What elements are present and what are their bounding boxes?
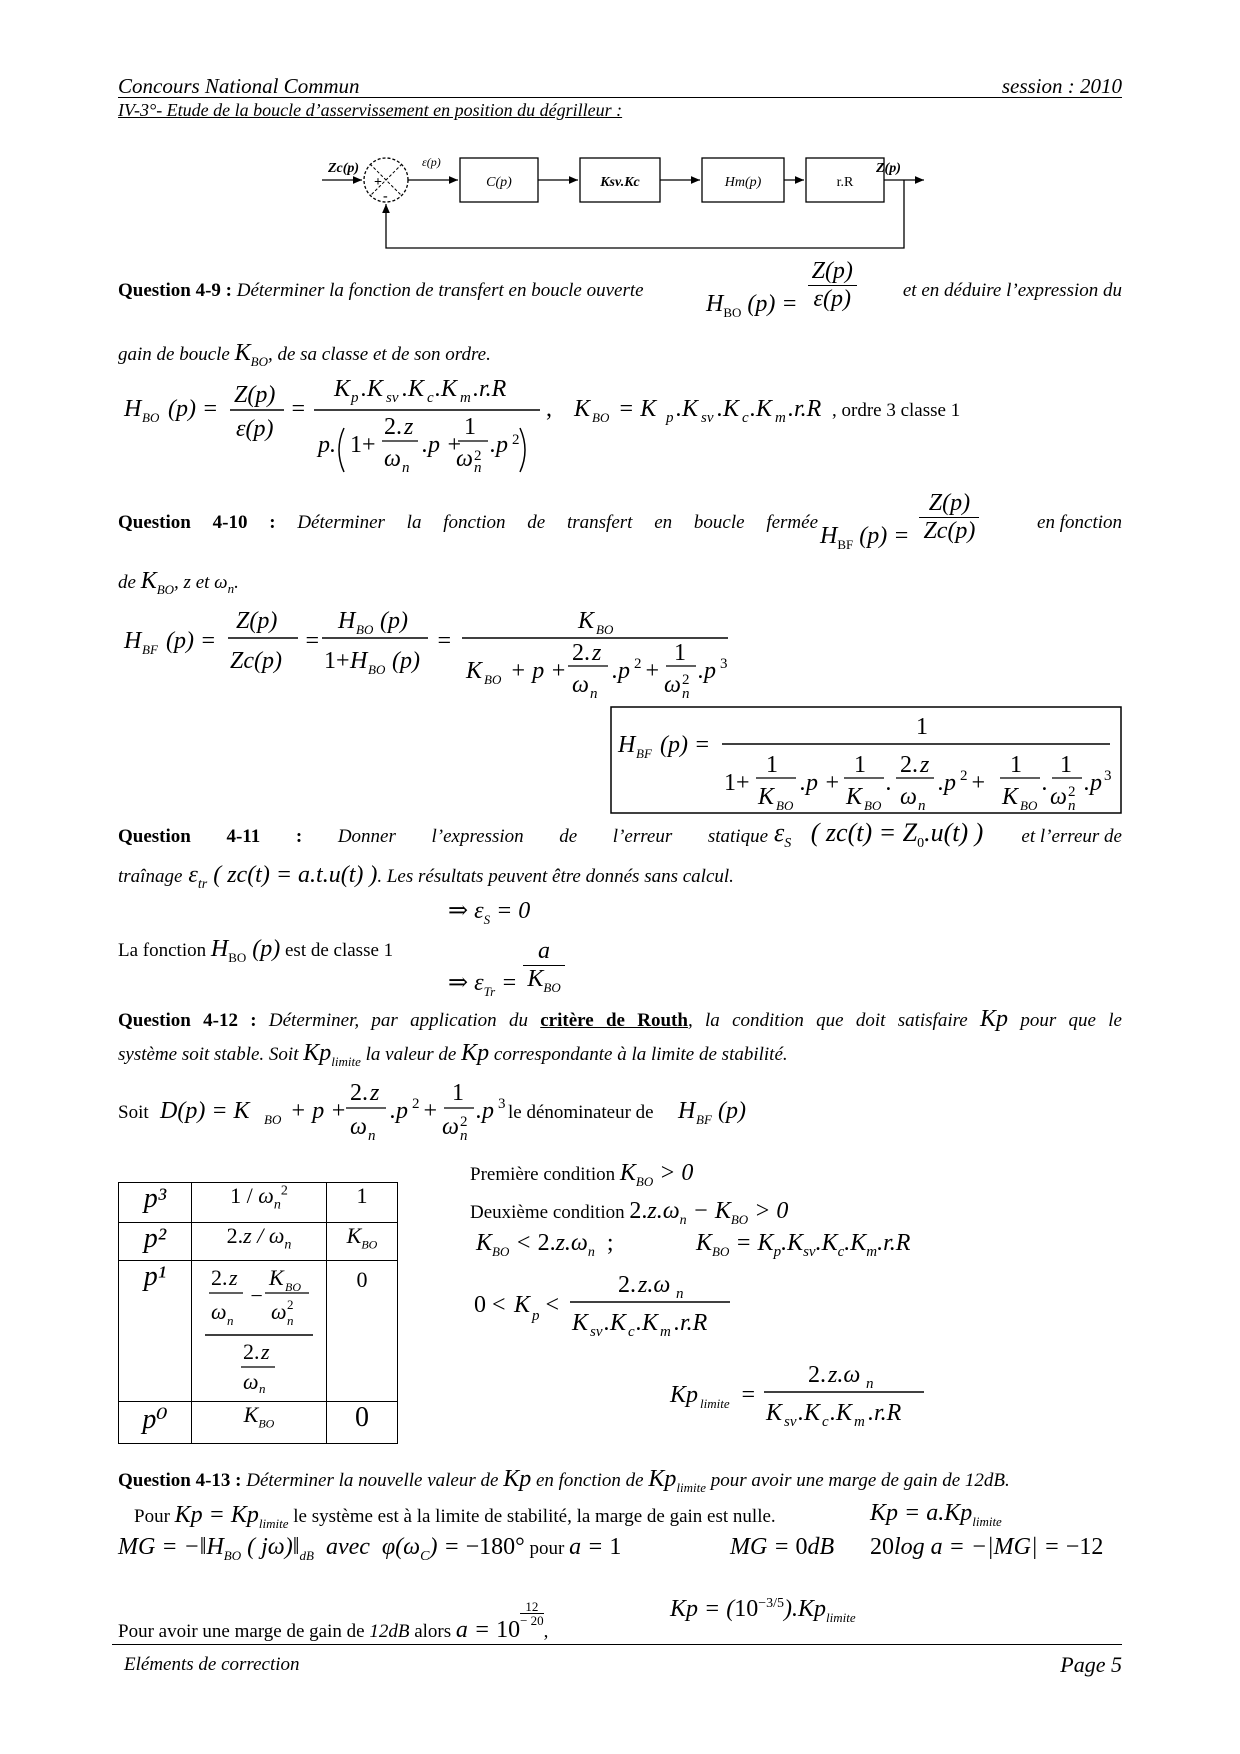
svg-text:.K: .K	[676, 396, 699, 422]
svg-text:BO: BO	[264, 1112, 282, 1127]
summing-junction	[364, 158, 408, 204]
q13-gain-margin-def: MG = $-‖H_{BO}$ ( $j\omega)‖_{dB}$ avec $\varphi(\omega_C) = -180^\circ$ pour a = 1	[118, 1534, 622, 1564]
svg-text:H: H	[124, 628, 142, 654]
svg-text:H: H	[338, 608, 356, 634]
routh-table	[118, 1182, 398, 1444]
svg-text:c: c	[742, 410, 749, 426]
svg-text:m: m	[775, 410, 786, 426]
q10-line1: Question 4-10 : Déterminer la fonction de transfert en boucle fermée	[118, 512, 819, 533]
svg-text:ω: ω	[243, 1369, 259, 1394]
svg-text:(p) =: (p) =	[166, 628, 217, 654]
svg-text:n: n	[287, 1313, 294, 1328]
svg-text:K: K	[269, 1265, 284, 1290]
q11-answer-intro: La fonction $H_{BO}$ (p) est de classe 1	[118, 936, 394, 965]
svg-text:+: +	[422, 1098, 439, 1124]
svg-text:.K: .K	[402, 376, 425, 402]
svg-text:H: H	[124, 396, 142, 422]
footer-label: Eléments de correction	[124, 1654, 300, 1675]
svg-text:1: 1	[464, 414, 476, 440]
svg-text:.p: .p	[476, 1098, 494, 1124]
svg-text:sv: sv	[784, 1414, 797, 1430]
svg-text:2: 2	[634, 656, 642, 672]
q9-line1-end: et en déduire l’expression du	[902, 280, 1122, 301]
svg-text:C(p): C(p)	[486, 175, 512, 190]
routh-row: p¹ 2. z ω n − K BO ω n 2 2. z ω n 0	[119, 1261, 398, 1402]
svg-text:1: 1	[674, 640, 686, 666]
svg-text:1: 1	[916, 714, 928, 740]
svg-text:c: c	[822, 1414, 829, 1430]
svg-text:+ p +: + p +	[290, 1098, 347, 1124]
svg-text:2: 2	[960, 768, 968, 784]
q13-log-relation: 20log a = −|MG| = −12	[870, 1534, 1104, 1560]
svg-text:+: +	[970, 770, 987, 796]
svg-text:2.: 2.	[350, 1080, 368, 1106]
svg-text:.p: .p	[390, 1098, 408, 1124]
q12-condition-1: Première condition $K_{BO} > 0$	[470, 1160, 694, 1189]
svg-text:n: n	[682, 686, 690, 702]
q11-line1: Question 4-11 : Donner l’expression de l’erreur statique	[118, 826, 769, 847]
svg-text:K: K	[846, 784, 863, 810]
svg-text:, ordre 3 classe 1: , ordre 3 classe 1	[832, 400, 961, 421]
svg-text:+: +	[374, 175, 382, 190]
svg-text:BO: BO	[596, 622, 614, 637]
q12-kbo-expression: $K_{BO} = K_p.K_{sv}.K_c.K_m.r.R$	[696, 1230, 911, 1260]
section-title: IV-3°- Etude de la boucle d’asservissement en position du dégrilleur :	[118, 100, 623, 120]
svg-text:ω: ω	[1050, 784, 1067, 810]
svg-text:n: n	[918, 798, 926, 814]
svg-text:BO: BO	[484, 672, 502, 687]
svg-text:(p): (p)	[392, 648, 420, 674]
svg-text:2: 2	[474, 448, 482, 464]
svg-text:=: =	[740, 1382, 757, 1408]
svg-text:2: 2	[460, 1114, 468, 1130]
svg-text:.p: .p	[698, 658, 716, 684]
svg-text:3: 3	[720, 656, 728, 672]
routh-row: p³ $1 / \omega_n^2$ 1	[119, 1183, 398, 1223]
svg-text:-: -	[383, 189, 388, 204]
svg-text:BO: BO	[1020, 798, 1038, 813]
svg-text:K: K	[1002, 784, 1019, 810]
svg-text:.K: .K	[717, 396, 740, 422]
svg-text:2: 2	[682, 672, 690, 688]
svg-text:1+: 1+	[350, 432, 376, 458]
svg-text:sv: sv	[590, 1324, 603, 1340]
svg-text:(p) =: (p) =	[168, 396, 219, 422]
svg-text:p.: p.	[318, 432, 336, 458]
svg-text:.K: .K	[798, 1400, 821, 1426]
svg-text:H: H	[678, 1098, 696, 1124]
svg-text:2.: 2.	[384, 414, 402, 440]
svg-text:n: n	[460, 1128, 468, 1144]
svg-text:=: =	[436, 628, 453, 654]
svg-text:z: z	[229, 1265, 238, 1290]
svg-text:K: K	[334, 376, 351, 402]
svg-text:BO: BO	[864, 798, 882, 813]
q12-kbo-inequality: $K_{BO} < 2.z.\omega_n$ ;	[476, 1230, 614, 1260]
q10-line2: de $K_{BO}$, z et $\omega_n$.	[118, 568, 239, 597]
svg-text:−: −	[249, 1283, 264, 1308]
q10-answer	[118, 598, 758, 706]
svg-text:ω: ω	[211, 1299, 227, 1324]
svg-text:.p: .p	[612, 658, 630, 684]
svg-text:ω: ω	[456, 446, 473, 472]
svg-text:3: 3	[498, 1096, 506, 1112]
svg-text:p: p	[532, 1308, 540, 1324]
svg-text:.p: .p	[490, 432, 508, 458]
diagram-error-label: ε(p)	[422, 155, 441, 169]
svg-text:.: .	[886, 770, 892, 796]
svg-text:Hm(p): Hm(p)	[724, 175, 762, 190]
svg-text:+ p +: + p +	[510, 658, 567, 684]
svg-text:ω: ω	[271, 1299, 287, 1324]
svg-text:K: K	[514, 1292, 531, 1318]
footer-page-number: Page 5	[1060, 1652, 1122, 1677]
svg-text:m: m	[854, 1414, 865, 1430]
q11-tracking-result: ⇒ $\varepsilon_{Tr}$ = a $K_{BO}$	[448, 938, 565, 996]
svg-text:c: c	[427, 390, 434, 406]
svg-text:BO: BO	[592, 410, 610, 425]
svg-text:BF: BF	[142, 642, 158, 657]
svg-text:BO: BO	[142, 410, 160, 425]
svg-text:.K: .K	[361, 376, 384, 402]
svg-text:2.: 2.	[618, 1272, 636, 1298]
svg-text:2: 2	[287, 1297, 294, 1312]
svg-text:1+: 1+	[724, 770, 750, 796]
q13-mg-zero: MG = 0dB	[730, 1534, 835, 1560]
svg-text:.r.R: .r.R	[473, 376, 507, 402]
q13-line2: Pour $Kp = Kp_{limite}$ le système est à la limite de stabilité, la marge de gain est nulle.	[134, 1502, 776, 1531]
diagram-output-label: Z(p)	[876, 161, 901, 176]
header-session: session : 2010	[1001, 74, 1122, 98]
q12-kp-limit	[668, 1360, 988, 1440]
svg-text:1: 1	[1010, 752, 1022, 778]
svg-text:n: n	[590, 686, 598, 702]
svg-text:.K: .K	[750, 396, 773, 422]
svg-text:1: 1	[1060, 752, 1072, 778]
svg-text:z: z	[920, 752, 930, 778]
svg-text:BF: BF	[636, 746, 652, 761]
svg-text:=: =	[304, 628, 321, 654]
q11-line2: traînage $\varepsilon_{tr}$ ( zc(t) = a.t.u(t) ). Les résultats peuvent être donnés sans calcul.	[118, 862, 734, 892]
svg-text:n: n	[402, 460, 410, 476]
header-title: Concours National Commun	[118, 74, 360, 98]
svg-text:sv: sv	[386, 390, 399, 406]
svg-text:BO: BO	[356, 622, 374, 637]
svg-text:.K: .K	[604, 1310, 627, 1336]
svg-text:1: 1	[452, 1080, 464, 1106]
svg-text:.r.R: .r.R	[868, 1400, 902, 1426]
svg-text:z: z	[592, 640, 602, 666]
q12-line1: Question 4-12 : Déterminer, par application du critère de Routh, la condition que doit satisfaire Kp pour que le	[118, 1006, 1122, 1032]
svg-text:0 <: 0 <	[474, 1292, 506, 1318]
svg-text:z.ω: z.ω	[638, 1272, 671, 1298]
svg-text:.r.R: .r.R	[674, 1310, 708, 1336]
svg-text:Zc(p): Zc(p)	[230, 648, 282, 674]
header-rule	[118, 97, 1122, 98]
svg-text:n: n	[474, 460, 482, 476]
svg-text:2: 2	[412, 1096, 420, 1112]
svg-text:BF: BF	[696, 1112, 712, 1127]
svg-text:K: K	[758, 784, 775, 810]
svg-text:c: c	[628, 1324, 635, 1340]
svg-text:p: p	[351, 390, 359, 406]
svg-text:Z(p): Z(p)	[236, 608, 278, 634]
svg-text:2.: 2.	[572, 640, 590, 666]
q10-hbf-def: $H_{BF}$ (p) = $\frac{Z(p)}{Zc(p)}$	[820, 490, 979, 545]
q9-line1: Question 4-9 : Déterminer la fonction de transfert en boucle ouverte	[118, 280, 644, 301]
svg-text:<: <	[544, 1292, 561, 1318]
svg-text:r.R: r.R	[836, 175, 854, 190]
q13-kp-final: $Kp = (10^{-3/5}).Kp_{limite}$	[670, 1596, 856, 1625]
svg-text:ω: ω	[442, 1114, 459, 1140]
svg-text:,: ,	[546, 396, 552, 422]
svg-text:Kp: Kp	[670, 1382, 699, 1408]
svg-text:.r.R: .r.R	[788, 396, 822, 422]
svg-text:K: K	[578, 608, 595, 634]
svg-text:n: n	[866, 1376, 874, 1392]
svg-text:.: .	[1042, 770, 1048, 796]
q11-static-result: ⇒ $\varepsilon_S = 0$	[448, 898, 531, 927]
svg-text:ε(p): ε(p)	[236, 416, 274, 442]
q11-static-formula: $\varepsilon_S$ ( $zc(t) = Z_0.u(t)$ )	[774, 818, 984, 852]
svg-text:1: 1	[766, 752, 778, 778]
svg-text:z: z	[261, 1339, 270, 1364]
svg-text:K: K	[574, 396, 591, 422]
svg-text:BO: BO	[776, 798, 794, 813]
q12-kp-inequality	[470, 1270, 770, 1350]
svg-text:.p: .p	[1084, 770, 1102, 796]
svg-text:2.: 2.	[900, 752, 918, 778]
routh-row: p⁰ $K_{BO}$ 0	[119, 1402, 398, 1444]
svg-text:2.: 2.	[808, 1362, 826, 1388]
footer-rule	[112, 1644, 1122, 1645]
svg-text:2: 2	[512, 432, 520, 448]
q13-final: Pour avoir une marge de gain de 12dB alors a = 10 $\frac{12}{- 20}$ ,	[118, 1599, 549, 1643]
q13-kp-relation: $Kp = a.Kp_{limite}$	[870, 1500, 1002, 1529]
svg-text:BO: BO	[368, 662, 386, 677]
svg-text:Ksv.Kc: Ksv.Kc	[600, 175, 640, 190]
q12-denominator	[118, 1072, 778, 1152]
svg-text:.K: .K	[636, 1310, 659, 1336]
q11-line1-end: et l’erreur de	[1021, 826, 1122, 847]
svg-text:(p): (p)	[380, 608, 408, 634]
svg-text:z: z	[404, 414, 414, 440]
q10-line1-end: en fonction	[1037, 512, 1122, 533]
svg-text:Soit: Soit	[118, 1102, 149, 1123]
routh-row: p² $2.z / \omega_n$ $K_{BO}$	[119, 1223, 398, 1261]
svg-text:z.ω: z.ω	[828, 1362, 861, 1388]
q10-boxed-answer	[610, 706, 1122, 814]
svg-text:.p +: .p +	[800, 770, 841, 796]
svg-text:H: H	[618, 732, 636, 758]
svg-text:m: m	[660, 1324, 671, 1340]
svg-text:K: K	[572, 1310, 589, 1336]
svg-text:ω: ω	[350, 1114, 367, 1140]
svg-text:z: z	[370, 1080, 380, 1106]
svg-text:ω: ω	[900, 784, 917, 810]
q9-line2: gain de boucle $K_{BO}$, de sa classe et de son ordre.	[118, 340, 491, 369]
q12-condition-2: Deuxième condition $2.z.\omega_n - K_{BO} > 0$	[470, 1198, 789, 1228]
svg-text:K: K	[766, 1400, 783, 1426]
svg-text:2: 2	[1068, 784, 1076, 800]
q13-line1: Question 4-13 : Déterminer la nouvelle valeur de Kp en fonction de $Kp_{limite}$ pour avoir une marge de gain de 12dB.	[118, 1466, 1010, 1495]
svg-text:sv: sv	[701, 410, 714, 426]
svg-text:.p: .p	[938, 770, 956, 796]
svg-text:(p) =: (p) =	[660, 732, 711, 758]
diagram-input-label: Zc(p)	[328, 161, 360, 176]
svg-text:(p): (p)	[718, 1098, 746, 1124]
q9-hbo-def: $H_{BO}$ (p) = $\frac{Z(p)}{\varepsilon(p)}$	[706, 258, 857, 313]
svg-text:2.: 2.	[211, 1265, 228, 1290]
svg-text:.K: .K	[435, 376, 458, 402]
svg-text:m: m	[460, 390, 471, 406]
svg-text:p: p	[666, 410, 674, 426]
svg-text:3: 3	[1104, 768, 1112, 784]
q9-answer	[118, 368, 1008, 480]
svg-text:+: +	[644, 658, 661, 684]
svg-text:n: n	[227, 1313, 234, 1328]
svg-text:n: n	[676, 1286, 684, 1302]
svg-text:n: n	[1068, 798, 1076, 814]
svg-text:K: K	[466, 658, 483, 684]
svg-text:1+: 1+	[324, 648, 350, 674]
svg-text:=: =	[290, 396, 307, 422]
svg-text:Z(p): Z(p)	[234, 382, 276, 408]
svg-text:limite: limite	[700, 1396, 730, 1411]
q12-line2: système soit stable. Soit $Kp_{limite}$ la valeur de Kp correspondante à la limite de stabilité.	[118, 1040, 788, 1069]
svg-text:D(p) = K: D(p) = K	[160, 1098, 250, 1124]
svg-text:BO: BO	[285, 1280, 301, 1294]
svg-text:ω: ω	[384, 446, 401, 472]
svg-text:1: 1	[854, 752, 866, 778]
svg-text:H: H	[350, 648, 368, 674]
svg-text:ω: ω	[572, 672, 589, 698]
svg-text:ω: ω	[664, 672, 681, 698]
svg-text:le dénominateur de: le dénominateur de	[508, 1102, 654, 1123]
svg-text:n: n	[259, 1381, 266, 1395]
svg-text:n: n	[368, 1128, 376, 1144]
svg-text:= K: = K	[618, 396, 657, 422]
svg-text:.p +: .p +	[422, 432, 463, 458]
block-diagram	[318, 150, 928, 260]
svg-text:2.: 2.	[243, 1339, 260, 1364]
svg-text:.K: .K	[830, 1400, 853, 1426]
